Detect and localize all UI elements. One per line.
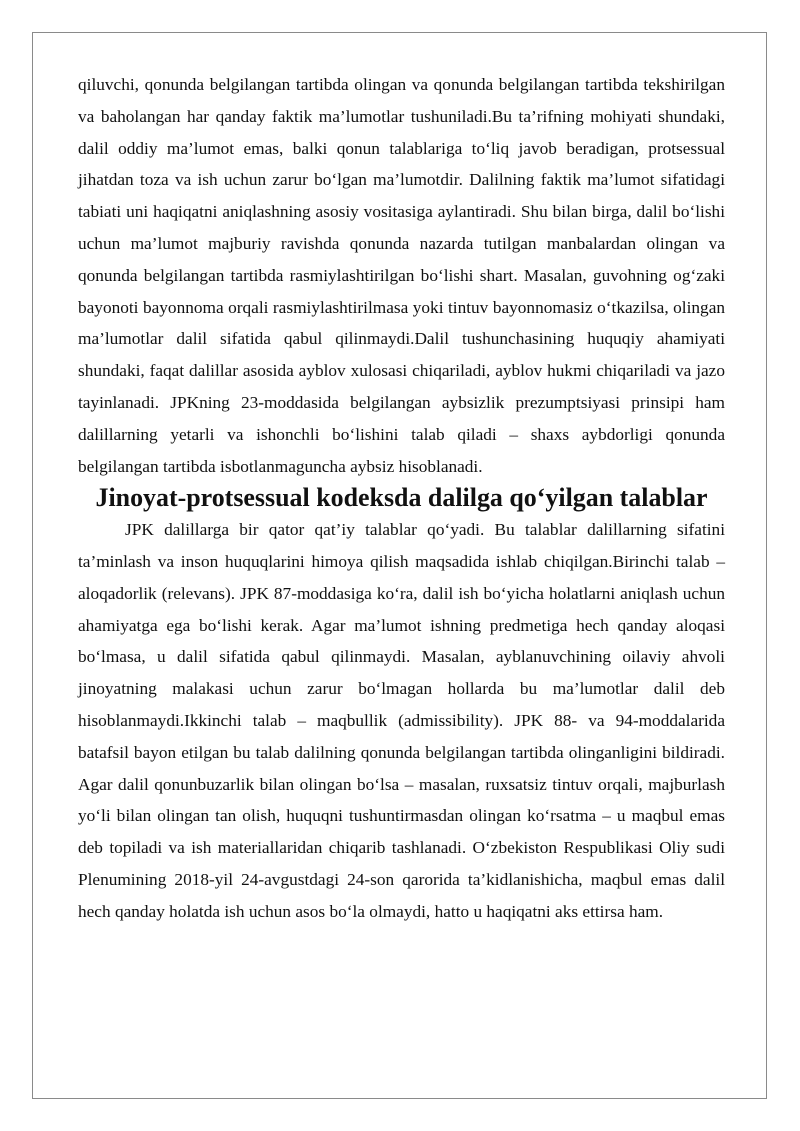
paragraph-dalil-definition: qiluvchi, qonunda belgilangan tartibda olingan va qonunda belgilangan tartibda tekshirilgan va baholangan har qanday faktik ma’lumotlar tushuniladi.Bu ta’rifning mohiyati shundaki, dalil oddiy ma’lumot emas, balki qonun talablariga to‘liq javob beradigan, protsessual jihatdan toza va ish uchun zarur bo‘lgan ma’lumotdir. Dalilning faktik ma’lumot sifatidagi tabiati uni haqiqatni aniqlashning asosiy vositasiga aylantiradi. Shu bilan birga, dalil bo‘lishi uchun ma’lumot majburiy ravishda qonunda nazarda tutilgan manbalardan olingan va qonunda belgilangan tartibda rasmiylashtirilgan bo‘lishi shart. Masalan, guvohning og‘zaki bayonoti bayonnoma orqali rasmiylashtirilmasa yoki tintuv bayonnomasiz o‘tkazilsa, olingan ma’lumotlar dalil sifatida qabul qilinmaydi.Dalil tushunchasining huquqiy ahamiyati shundaki, faqat dalillar asosida ayblov xulosasi chiqariladi, ayblov hukmi chiqariladi va jazo tayinlanadi. JPKning 23-moddasida belgilangan aybsizlik prezumptsiyasi prinsipi ham dalillarning yetarli va ishonchli bo‘lishini talab qiladi – shaxs aybdorligi qonunda belgilangan tartibda isbotlanmaguncha aybsiz hisoblanadi.: [78, 75, 725, 476]
paragraph-dalil-requirements: JPK dalillarga bir qator qat’iy talablar qo‘yadi. Bu talablar dalillarning sifatini ta’minlash va inson huquqlarini himoya qilish maqsadida ishlab chiqilgan.Birinchi talab – aloqadorlik (relevans). JPK 87-moddasiga ko‘ra, dalil ish bo‘yicha holatlarni aniqlash uchun ahamiyatga ega bo‘lishi kerak. Agar ma’lumot ishning predmetiga hech qanday aloqasi bo‘lmasa, u dalil sifatida qabul qilinmaydi. Masalan, ayblanuvchining oilaviy ahvoli jinoyatning malakasi uchun zarur bo‘lmagan hollarda bu ma’lumotlar dalil deb hisoblanmaydi.Ikkinchi talab – maqbullik (admissibility). JPK 88- va 94-moddalarida batafsil bayon etilgan bu talab dalilning qonunda belgilangan tartibda olinganligini bildiradi. Agar dalil qonunbuzarlik bilan olingan bo‘lsa – masalan, ruxsatsiz tintuv orqali, majburlash yo‘li bilan olingan tan olish, huquqni tushuntirmasdan olingan ko‘rsatma – u maqbul emas deb topiladi va ish materiallaridan chiqarib tashlanadi. O‘zbekiston Respublikasi Oliy sudi Plenumining 2018-yil 24-avgustdagi 24-son qarorida ta’kidlanishicha, maqbul emas dalil hech qanday holatda ish uchun asos bo‘la olmaydi, hatto u haqiqatni aks ettirsa ham.: [78, 520, 725, 921]
section-heading: Jinoyat-protsessual kodeksda dalilga qo‘yilgan talablar: [95, 483, 708, 513]
document-body: [78, 69, 725, 928]
